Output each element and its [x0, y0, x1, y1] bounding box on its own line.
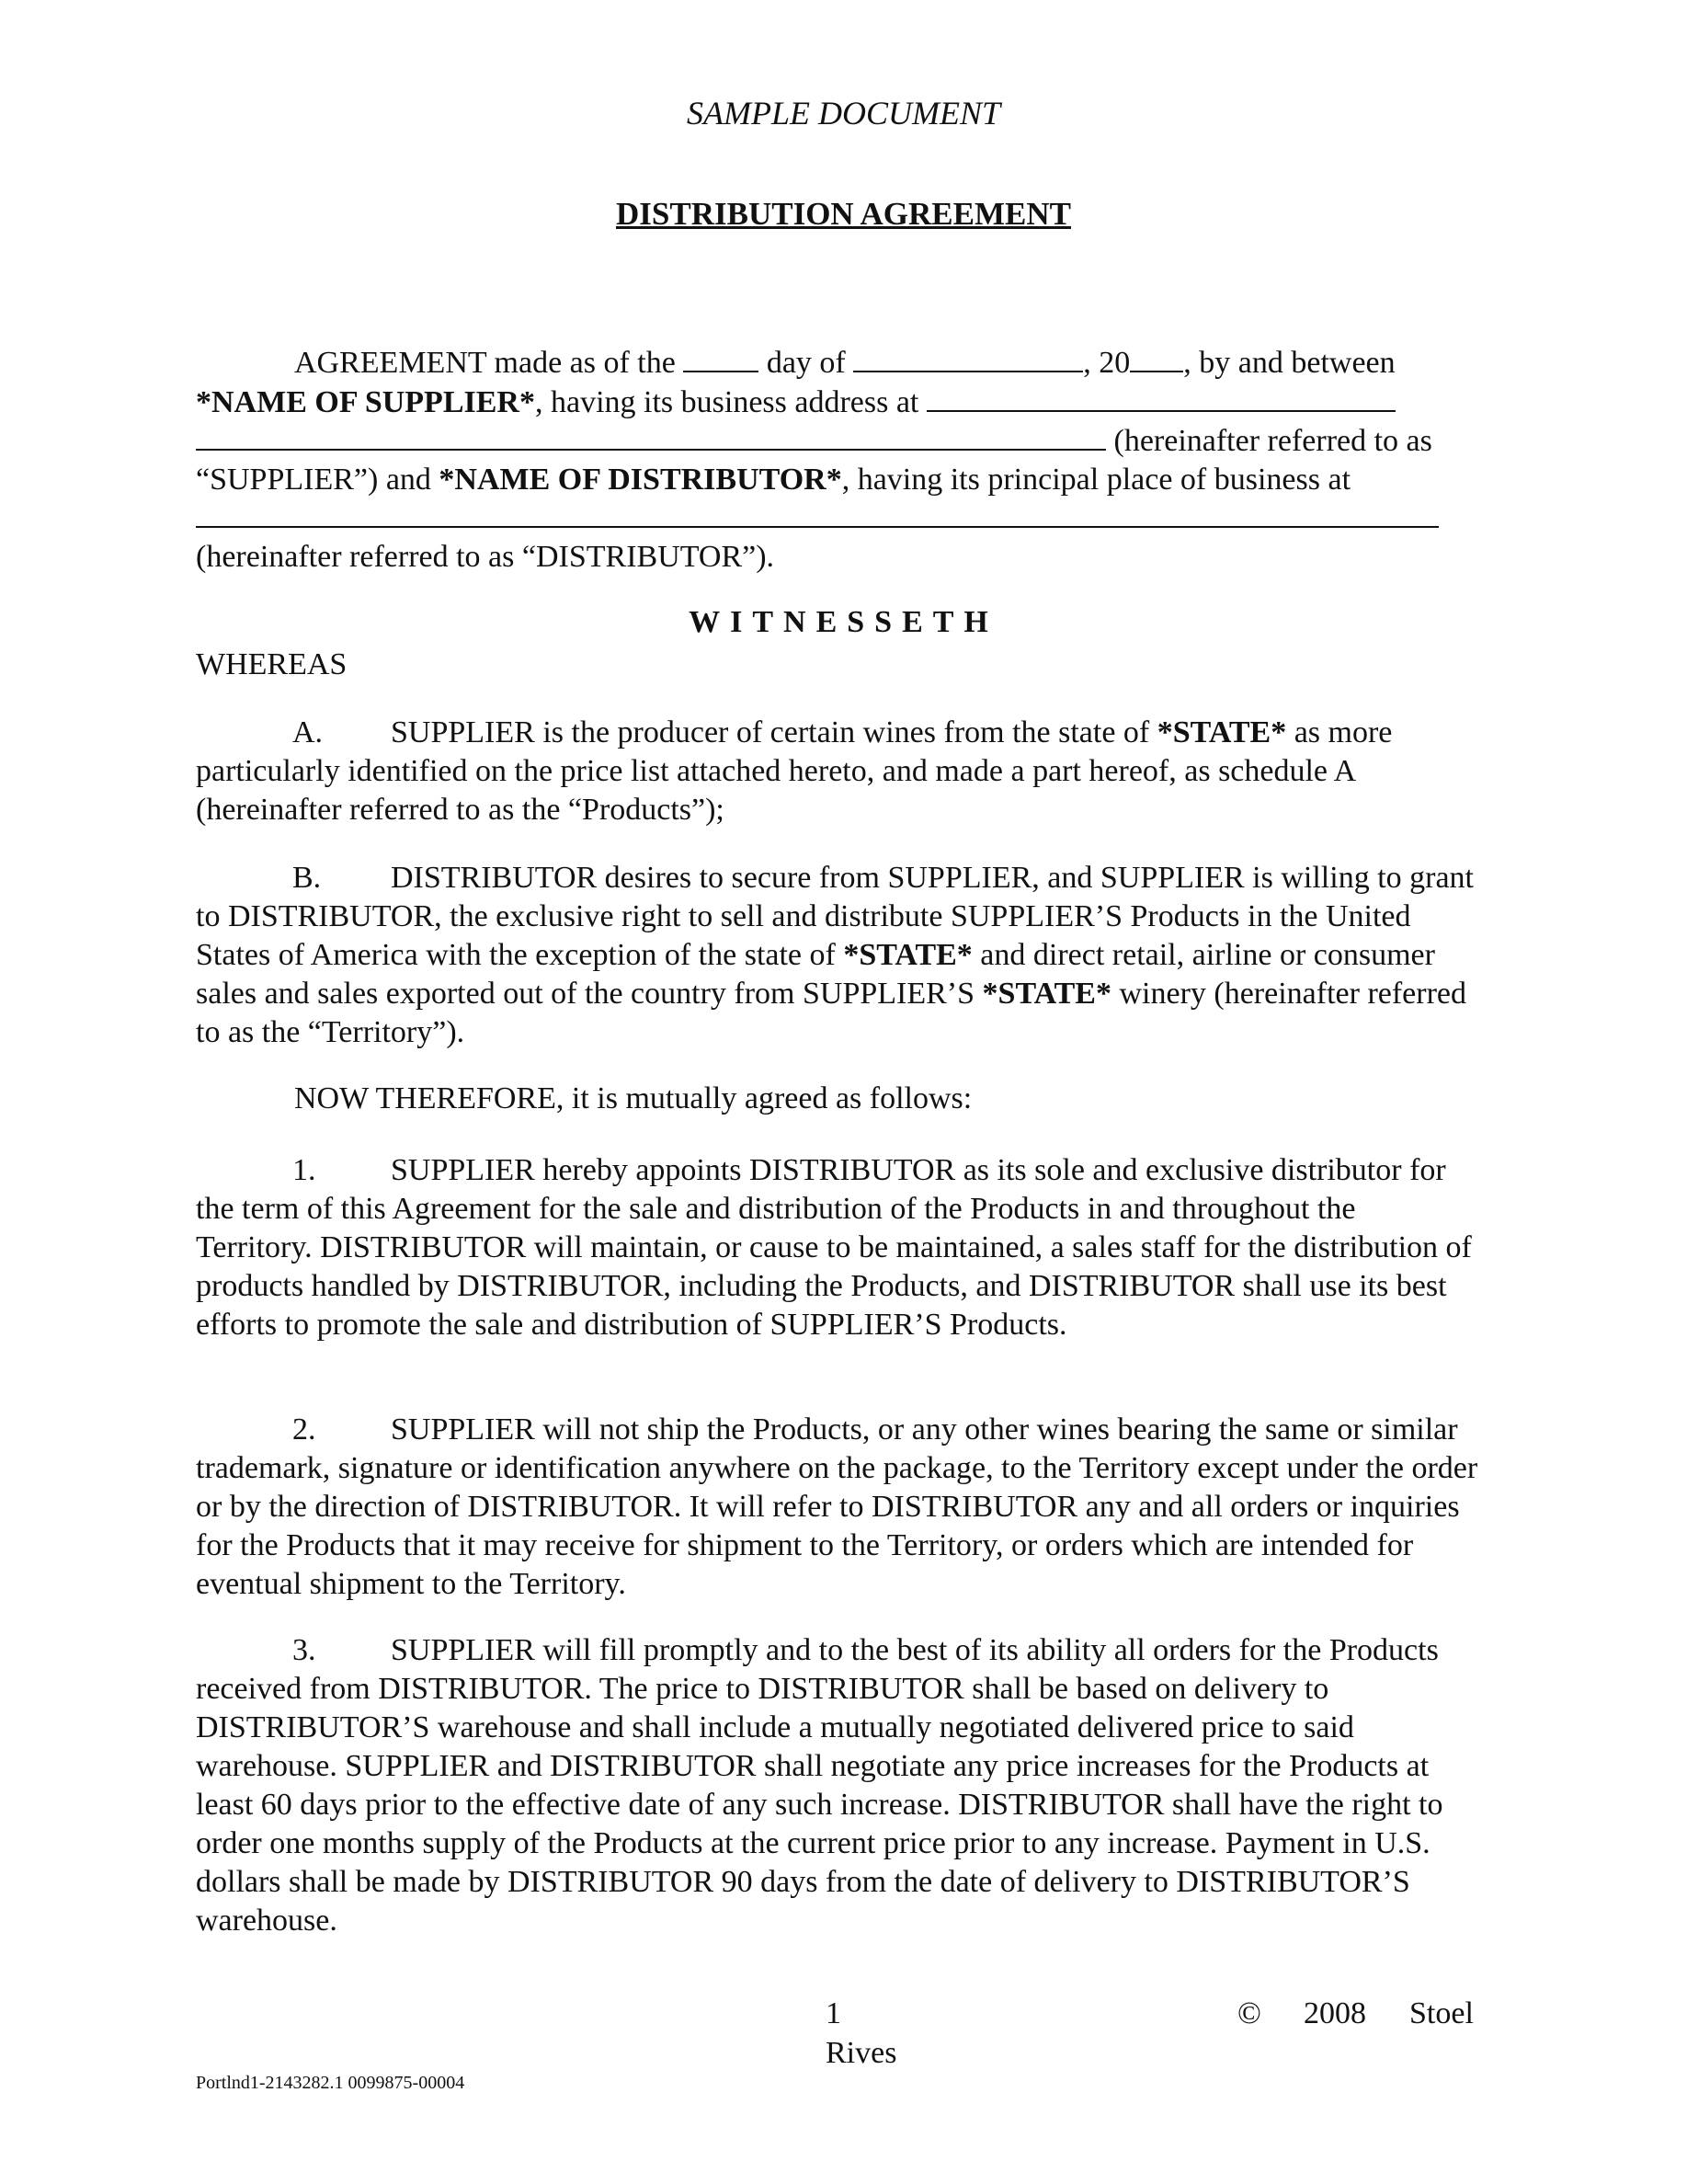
- supplier-address-blank: [927, 384, 1396, 412]
- now-therefore: NOW THEREFORE, it is mutually agreed as follows:: [294, 1081, 973, 1115]
- state-placeholder: *STATE*: [843, 938, 973, 972]
- document-id: Portlnd1-2143282.1 0099875-00004: [196, 2073, 465, 2093]
- recital-text: winery (hereinafter referred to as the “Territory”).: [196, 977, 1467, 1049]
- preamble-line-5: [196, 499, 1439, 538]
- copyright-year: 2008: [1304, 1996, 1366, 2030]
- preamble-line-3: [196, 422, 1432, 461]
- clause-text: SUPPLIER will not ship the Products, or any other wines bearing the same or similar trademark, signature or identification anywhere on the package, to the Territory except under the order or by the direction of DISTRIBUTOR. It will refer to DISTRIBUTOR any and all orders or inquiries for the Products that it may receive for shipment to the Territory, or orders which are intended for eventual shipment to the Territory.: [196, 1412, 1478, 1601]
- footer-firm-first: Stoel: [1409, 1996, 1474, 2030]
- preamble-line-1: [294, 344, 1396, 383]
- witnesseth-heading: WITNESSETH: [689, 605, 998, 639]
- preamble-text: , by and between: [1183, 346, 1396, 380]
- year-blank: [1130, 345, 1183, 372]
- clause-2: [196, 1411, 1478, 1604]
- whereas-heading: WHEREAS: [196, 647, 348, 681]
- month-blank: [853, 345, 1083, 372]
- preamble-line-2: [196, 383, 1396, 422]
- distributor-name: *NAME OF DISTRIBUTOR*: [439, 463, 842, 497]
- preamble-line-6: (hereinafter referred to as “DISTRIBUTOR”).: [196, 540, 775, 574]
- state-placeholder: *STATE*: [1157, 715, 1287, 749]
- supplier-name: *NAME OF SUPPLIER*: [196, 385, 535, 419]
- preamble-text: (hereinafter referred to as: [1113, 424, 1432, 458]
- sample-document-heading: SAMPLE DOCUMENT: [687, 95, 1000, 131]
- clause-text: SUPPLIER hereby appoints DISTRIBUTOR as its sole and exclusive distributor for the term of this Agreement for the sale and distribution of the Products in and throughout the Territory. DISTRIBUTOR will maintain, or cause to be maintained, a sales staff for the distribution of products handled by DISTRIBUTOR, including the Products, and DISTRIBUTOR shall use its best efforts to promote the sale and distribution of SUPPLIER’S Products.: [196, 1153, 1472, 1342]
- preamble-line-4: [196, 461, 1351, 499]
- preamble-text: day of: [766, 346, 846, 380]
- recital-label: B.: [292, 861, 322, 895]
- preamble-text: , having its principal place of business at: [841, 463, 1351, 497]
- preamble-text: “SUPPLIER”) and: [196, 463, 439, 497]
- recital-text: SUPPLIER is the producer of certain wines from the state of: [391, 715, 1157, 749]
- recital-text: DISTRIBUTOR desires to secure from SUPPLIER, and SUPPLIER is willing to grant to DISTRIBUTOR, the exclusive right to sell and distribute SUPPLIER’S Products in the United States of America with the exception of the state of: [196, 861, 1474, 972]
- supplier-address-blank-2: [196, 423, 1106, 451]
- clause-label: 2.: [292, 1412, 316, 1446]
- clause-1: [196, 1151, 1478, 1344]
- recital-text: as more particularly identified on the price list attached hereto, and made a part hereof, as schedule A (hereinafter referred to as the “Products”);: [196, 715, 1393, 827]
- page-number: 1: [826, 1996, 841, 2030]
- recital-a: [196, 714, 1478, 829]
- clause-label: 3.: [292, 1633, 316, 1667]
- preamble-text: AGREEMENT made as of the: [294, 346, 676, 380]
- recital-text: and direct retail, airline or consumer sales and sales exported out of the country from SUPPLIER’S: [196, 938, 1435, 1011]
- copyright-symbol: ©: [1237, 1996, 1261, 2030]
- distributor-address-blank: [196, 500, 1439, 528]
- footer-firm-second: Rives: [826, 2036, 897, 2070]
- recital-label: A.: [292, 715, 324, 749]
- recital-b: [196, 859, 1478, 1052]
- clause-text: SUPPLIER will fill promptly and to the best of its ability all orders for the Products received from DISTRIBUTOR. The price to DISTRIBUTOR shall be based on delivery to DISTRIBUTOR’S warehouse and shall include a mutually negotiated delivered price to said warehouse. SUPPLIER and DISTRIBUTOR shall negotiate any price increases for the Products at least 60 days prior to the effective date of any such increase. DISTRIBUTOR shall have the right to order one months supply of the Products at the current price prior to any increase. Payment in U.S. dollars shall be made by DISTRIBUTOR 90 days from the date of delivery to DISTRIBUTOR’S warehouse.: [196, 1633, 1443, 1938]
- clause-label: 1.: [292, 1153, 316, 1187]
- state-placeholder: *STATE*: [982, 977, 1111, 1011]
- document-title: DISTRIBUTION AGREEMENT: [616, 196, 1071, 232]
- day-blank: [683, 345, 758, 372]
- preamble-text: , having its business address at: [534, 385, 919, 419]
- preamble-text: , 20: [1083, 346, 1131, 380]
- clause-3: [196, 1631, 1478, 1940]
